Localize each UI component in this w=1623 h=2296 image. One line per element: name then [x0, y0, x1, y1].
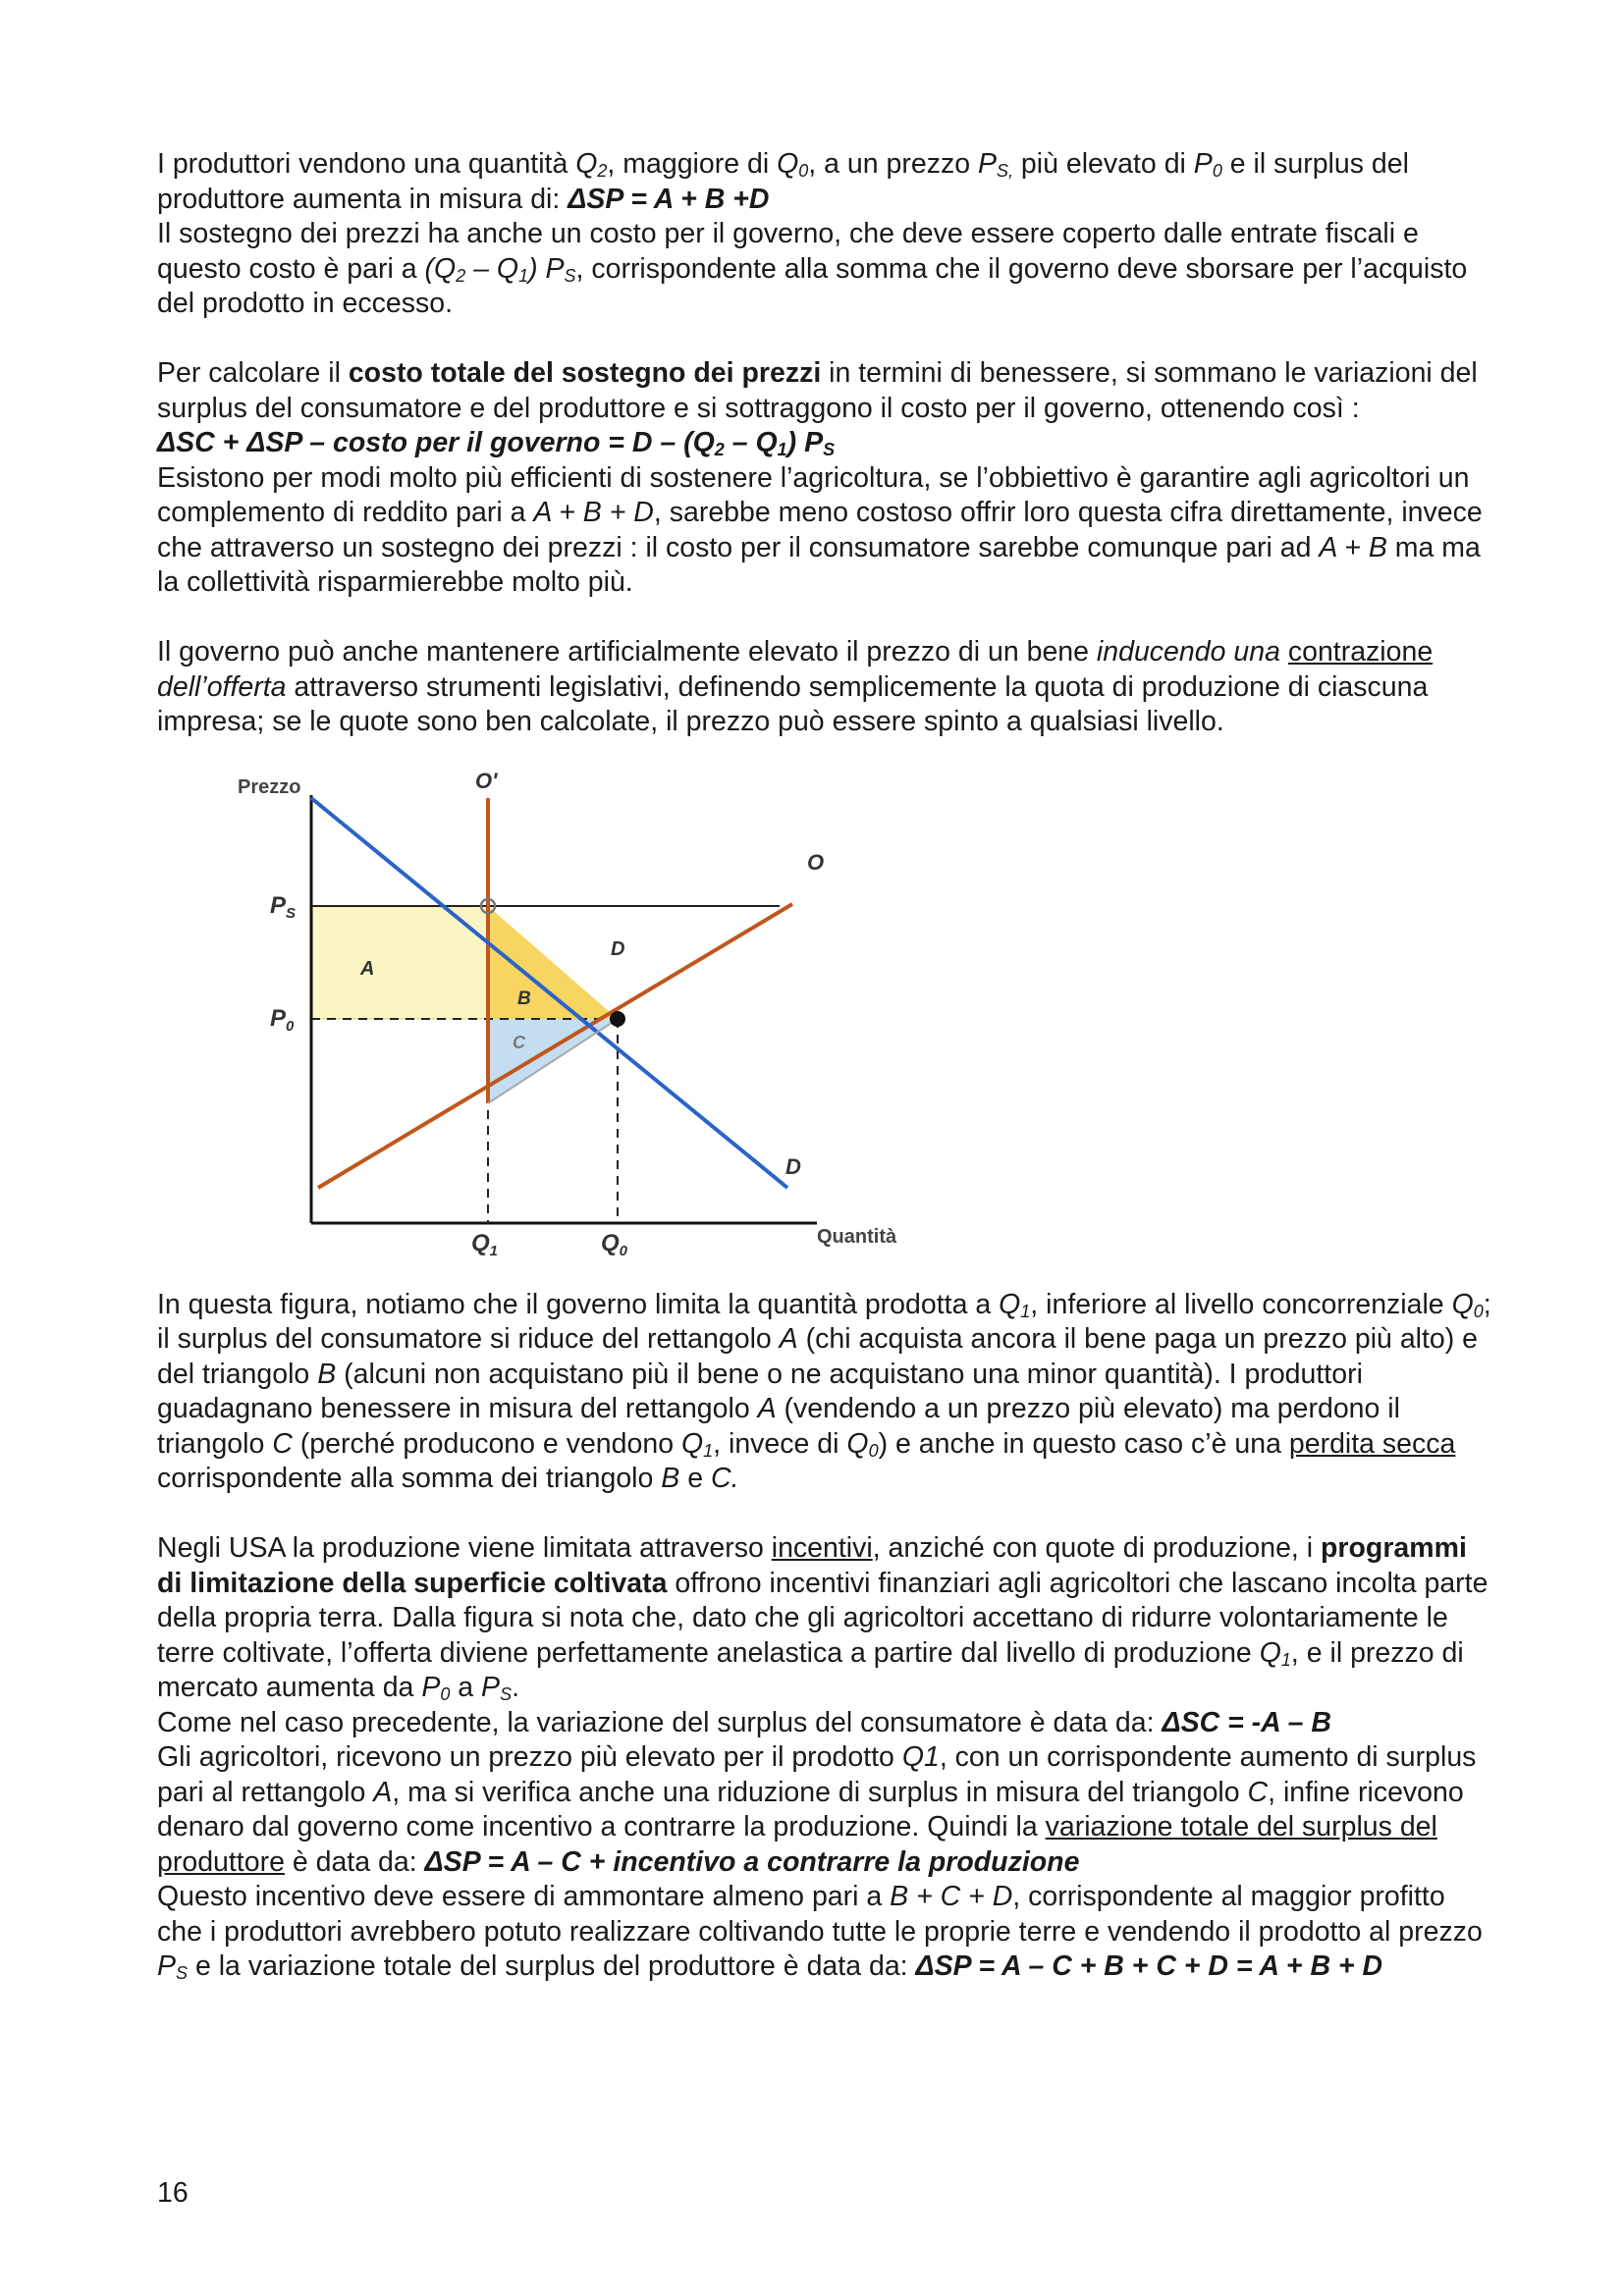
paragraph-producer-surplus: I produttori vendono una quantità $Q_2$, maggiore di $Q_0$, a un prezzo $P_{S,}$ più elevato di $P_0$ e il surplus del produttore aumenta in misura di: ΔSP = A + B +D: [157, 148, 1409, 215]
x-axis-label: Quantità: [817, 1225, 897, 1248]
paragraph-supply-contraction: Il governo può anche mantenere artificialmente elevato il prezzo di un bene inducendo una contrazione dell’offerta attraverso strumenti legislativi, definendo semplicemente la quota di produzione di ciascuna impresa; se le quote sono ben calcolate, il prezzo può essere spinto a qualsiasi livello.: [157, 636, 1434, 737]
paragraph-incentive-amount: Questo incentivo deve essere di ammontare almeno pari a B + C + D, corrispondente al maggior profitto che i produttori avrebbero potuto realizzare coltivando tutte le proprie terre e vendendo il prodotto al prezzo $P_S$ e la variazione totale del surplus del produttore è data da: ΔSP = A – C + B + C + D = A + B + D: [157, 1881, 1483, 1983]
ps-label: $P_S$: [270, 891, 297, 922]
paragraph-efficient-support: Esistono per modi molto più efficienti di sostenere l’agricoltura, se l’obbiettivo è garantire agli agricoltori un complemento di reddito pari a A + B + D, sarebbe meno costoso offrir loro questa cifra direttamente, invece che attraverso un sostegno dei prezzi : il costo per il consumatore sarebbe comunque pari ad A + B ma ma la collettività risparmierebbe molto più.: [157, 461, 1483, 598]
formula-total-cost: ΔSC + ΔSP – costo per il governo = D – $(Q_2 - Q_1)$ $P_S$: [157, 427, 836, 459]
d-top-label: D: [611, 937, 625, 960]
q1-label: $Q_1$: [471, 1229, 499, 1259]
supply-demand-chart: [218, 754, 925, 1274]
y-axis-label: Prezzo: [238, 775, 301, 798]
page-number: 16: [157, 2177, 189, 2209]
p0-label: $P_0$: [270, 1004, 295, 1035]
area-a-label: A: [360, 957, 375, 980]
page-content: [157, 147, 1492, 1985]
area-b-label: B: [517, 988, 531, 1009]
paragraph-usa-incentives: Negli USA la produzione viene limitata attraverso incentivi, anziché con quote di produzione, i programmi di limitazione della superficie coltivata offrono incentivi finanziari agli agricoltori che lascano incolta parte della propria terra. Dalla figura si nota che, dato che gli agricoltori accettano di ridurre volontariamente le terre coltivate, l’offerta diviene perfettamente anelastica a partire dal livello di produzione $Q_1$, e il prezzo di mercato aumenta da $P_0$ a $P_S$.: [157, 1532, 1488, 1704]
paragraph-total-cost: Per calcolare il costo totale del sostegno dei prezzi in termini di benessere, si sommano le variazioni del surplus del consumatore e del produttore e si sottraggono il costo per il governo, ottenendo così :: [157, 357, 1478, 424]
paragraph-farmers: Gli agricoltori, ricevono un prezzo più elevato per il prodotto Q1, con un corrispondente aumento di surplus pari al rettangolo A, ma si verifica anche una riduzione di surplus in misura del triangolo C, infine ricevono denaro dal governo come incentivo a contrarre la produzione. Quindi la variazione totale del surplus del produttore è data da: ΔSP = A – C + incentivo a contrarre la produzione: [157, 1741, 1477, 1878]
area-c-label: C: [513, 1032, 525, 1052]
formula-delta-sp: ΔSP = A + B +D: [568, 183, 770, 215]
area-b-fill: [488, 906, 618, 1019]
paragraph-figure-explanation: In questa figura, notiamo che il governo limita la quantità prodotta a $Q_1$, inferiore al livello concorrenziale $Q_0$; il surplus del consumatore si riduce del rettangolo A (chi acquista ancora il bene paga un prezzo più alto) e del triangolo B (alcuni non acquistano più il bene o ne acquistano una minor quantità). I produttori guadagnano benessere in misura del rettangolo A (vendendo a un prezzo più elevato) ma perdono il triangolo C (perché producono e vendono $Q_1$, invece di $Q_0$) e anche in questo caso c’è una perdita secca corrispondente alla somma dei triangolo B e C.: [157, 1288, 1491, 1494]
d-bottom-label: D: [785, 1153, 801, 1179]
q0-label: $Q_0$: [601, 1229, 628, 1259]
supply-demand-figure: [218, 754, 925, 1274]
equilibrium-point: [610, 1011, 625, 1027]
o-label: O: [807, 849, 825, 875]
o-prime-label: O': [475, 768, 498, 793]
paragraph-government-cost: Il sostegno dei prezzi ha anche un costo per il governo, che deve essere coperto dalle entrate fiscali e questo costo è pari a $(Q_2 - Q_1)$ $P_S$, corrispondente alla somma che il governo deve sborsare per l’acquisto del prodotto in eccesso.: [157, 218, 1468, 319]
paragraph-consumer-surplus: Come nel caso precedente, la variazione del surplus del consumatore è data da: ΔSC = -A – B: [157, 1706, 1331, 1738]
